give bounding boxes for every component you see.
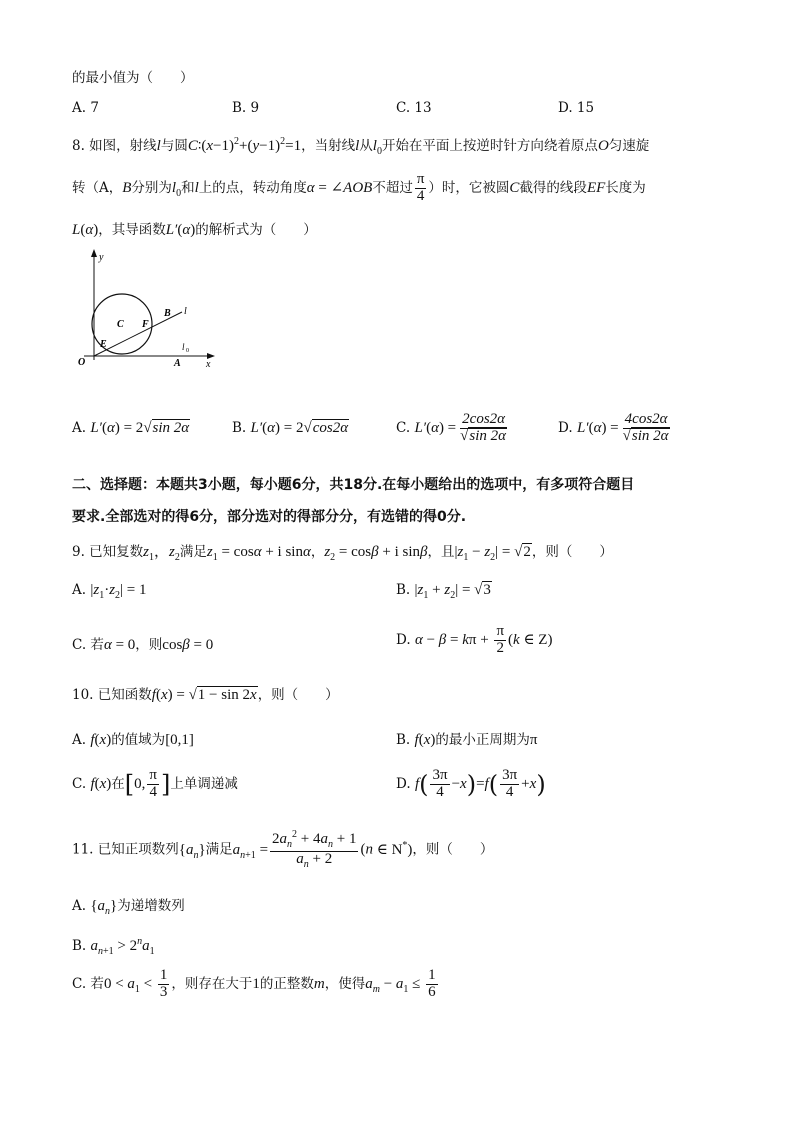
q9-option-d: D. α − β = kπ + $\frac{\pi}{2}$ (k ∈ Z) [396, 623, 553, 656]
q8-stem-line3: L(α)，其导函数L′(α)的解析式为（ ） [72, 222, 317, 238]
label-e: E [100, 339, 107, 350]
q8-option-d: D. L′(α) = $\frac{4\cos 2\alpha}{√\sin 2\alpha}$ [558, 411, 669, 444]
q10-option-a: A. f(x)的值域为[0,1] [72, 732, 194, 748]
q8-option-a: A. L′(α) = 2√sin 2α [72, 420, 190, 436]
q9-option-b: B. $|z_1 + z_2| = √3$ [396, 582, 491, 601]
q8-option-c: C. L′(α) = $\frac{2\cos 2\alpha}{√\sin 2\alpha}$ [396, 411, 507, 444]
q10-option-d: D. f( $\frac{3\pi}{4}$ −x)=f( $\frac{3\pi}{4}$ +x) [396, 767, 546, 800]
label-l0: l [182, 342, 185, 352]
q8-stem-line1: 8. 如图，射线l与圆$C∶(x-1)^2+(y-1)^2=1$，当射线l从$l_0$开始在平面上按逆时针方向绕着原点O匀速旋 [72, 136, 650, 157]
q7-option-a: A. 7 [72, 100, 99, 116]
q7-tail: 的最小值为（ ） [72, 70, 194, 86]
q9-option-c: C. 若α = 0，则cosβ = 0 [72, 637, 214, 653]
label-c: C [117, 319, 124, 330]
q11-option-a: A. $\{a_n\}$为递增数列 [72, 898, 185, 917]
label-o: O [78, 357, 86, 368]
q9-stem: 9. 已知复数$z_1$，$z_2$满足$z_1 = \cos\alpha + i$ sinα，$z_2 = \cos\beta + i$ sinβ，且$|z_1 - z_2| = √2$，则（ ） [72, 544, 613, 563]
label-y: y [99, 252, 104, 263]
label-x: x [206, 359, 211, 370]
q10-stem: 10. 已知函数f(x) = √1 − sin 2x，则（ ） [72, 687, 339, 703]
section2-line2: 要求.全部选对的得6分，部分选对的得部分分，有选错的得0分. [72, 509, 467, 525]
q8-stem-line2: 转（A，B分别为$l_0$和l上的点，转动角度α = ∠AOB不超过 $\frac{\pi}{4}$ ）时，它被圆C截得的线段EF长度为 [72, 171, 646, 204]
label-l: l [184, 306, 187, 317]
q11-option-c: C. 若$0 < a_1$ < $\frac{1}{3}$ ，则存在大于1的正整数m，使得$a_m - a_1$ ≤ $\frac{1}{6}$ [72, 967, 436, 1000]
q10-option-b: B. f(x)的最小正周期为π [396, 732, 538, 748]
q9-option-a: A. $|z_1\cdot z_2| = 1$ [72, 582, 147, 601]
section2-line1: 二、选择题：本题共3小题，每小题6分，共18分.在每小题给出的选项中，有多项符合题目 [72, 477, 635, 493]
label-a: A [174, 358, 181, 369]
label-l0-sub: 0 [186, 348, 189, 354]
q8-option-b: B. L′(α) = 2√cos2α [232, 420, 349, 436]
q7-option-b: B. 9 [232, 100, 260, 116]
q7-option-c: C. 13 [396, 100, 432, 116]
q8-figure [70, 246, 230, 376]
q10-option-c: C. f(x)在[0, $\frac{\pi}{4}$ ]上单调递减 [72, 767, 238, 800]
q11-stem: 11. 已知正项数列$\{a_n\}$满足$a_{n+1}$ = $\frac{2a_n^2 + 4a_n + 1}{a_n + 2}$ (n ∈ N*)，则（ ） [72, 829, 494, 870]
q11-option-b: B. $a_{n+1} > 2^na_1$ [72, 936, 155, 957]
q7-option-d: D. 15 [558, 100, 595, 116]
label-b: B [164, 308, 171, 319]
label-f: F [142, 319, 149, 330]
y-axis-arrow [91, 249, 97, 257]
